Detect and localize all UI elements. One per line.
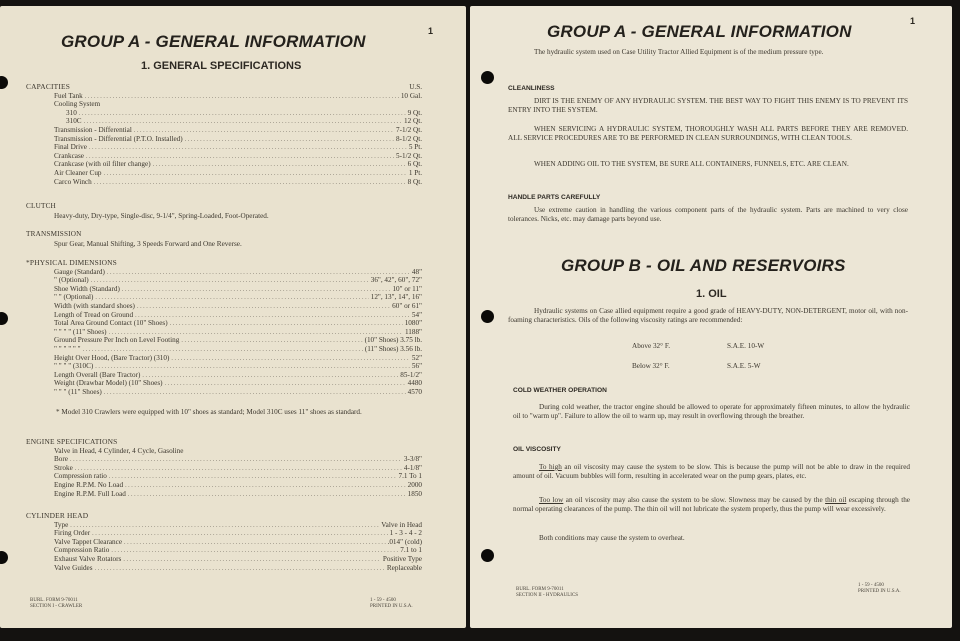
intro-text: The hydraulic system used on Case Utility Tractor Allied Equipment is of the medium pressure type. <box>534 48 824 56</box>
spec-row: Valve Tappet Clearance ..... .014" (cold) <box>26 538 422 547</box>
viscosity-rating: S.A.E. 10-W <box>727 342 765 350</box>
cold-weather-text: During cold weather, the tractor engine should be allowed to operate for approximately fifteen minutes, to allow the hydraulic oil to "warm up". Failure to allow the oil to warm up, may result in overflowing through the breather. <box>513 403 910 421</box>
viscosity-high-para: To high an oil viscosity may cause the system to be slow. This is because the pump will not be able to draw in the required amount of oil. Vacuum bubbles will form, resulting in accelerated wear on the pump gears, plates, etc. <box>513 463 910 481</box>
page-number: 1 <box>910 16 916 26</box>
spec-row: " " (Optional) ..... 12", 13", 14", 16" <box>26 293 422 302</box>
viscosity-low-para: Too low an oil viscosity may also cause the system to be slow. Slowness may be caused by the thin oil escaping through the normal operating clearances of the pump. The thin oil will not lubricate the system properly, thus the pump will wear excessively. <box>513 496 910 514</box>
spec-row: Ground Pressure Per Inch on Level Footing ..... (10" Shoes) 3.75 lb. <box>26 336 422 345</box>
transmission-heading: TRANSMISSION <box>26 230 82 238</box>
footer-right: 1 - 59 - 4500 PRINTED IN U.S.A. <box>858 583 901 594</box>
spec-row: 310 ..... 9 Qt. <box>26 109 422 118</box>
spec-row: Stroke ..... 4-1/8" <box>26 464 422 473</box>
spec-row: Crankcase ..... 5-1/2 Qt. <box>26 152 422 161</box>
spec-row: Length of Tread on Ground ..... 54" <box>26 311 422 320</box>
spec-row: Valve Guides ..... Replaceable <box>26 564 422 573</box>
footer-right: 1 - 59 - 4500 PRINTED IN U.S.A. <box>370 598 413 609</box>
spec-row: Fuel Tank ..... 10 Gal. <box>26 92 422 101</box>
right-page <box>470 6 952 628</box>
viscosity-temp: Below 32° F. <box>632 362 670 370</box>
underlined-lead: Too low <box>539 496 564 504</box>
both-conditions-text: Both conditions may cause the system to overheat. <box>539 534 685 542</box>
engine-section <box>26 438 422 498</box>
binder-hole <box>481 71 494 84</box>
spec-row: " (Optional) ..... 36", 42", 60", 72" <box>26 276 422 285</box>
footer-left: BURL. FORM 9-70011 SECTION I - CRAWLER <box>30 598 83 609</box>
spec-row: 310C ..... 12 Qt. <box>26 117 422 126</box>
oil-viscosity-heading: OIL VISCOSITY <box>513 446 561 453</box>
binder-hole <box>0 312 8 325</box>
section-title: 1. GENERAL SPECIFICATIONS <box>141 60 302 72</box>
spec-row: Compression Ratio ..... 7.1 to 1 <box>26 546 422 555</box>
spec-row: Air Cleaner Cup ..... 1 Pt. <box>26 169 422 178</box>
spec-row: Engine R.P.M. Full Load ..... 1850 <box>26 490 422 499</box>
cleanliness-heading: CLEANLINESS <box>508 85 555 92</box>
capacities-header-row <box>26 83 422 92</box>
spec-row: Cooling System <box>54 100 101 109</box>
transmission-text: Spur Gear, Manual Shifting, 3 Speeds Forward and One Reverse. <box>54 240 242 248</box>
spec-row: Total Area Ground Contact (10" Shoes) ..... 1080" <box>26 319 422 328</box>
spec-row: Height Over Hood, (Bare Tractor) (310) ..... 52" <box>26 354 422 363</box>
spec-row: " " " " " " ..... (11" Shoes) 3.56 lb. <box>26 345 422 354</box>
cold-weather-heading: COLD WEATHER OPERATION <box>513 387 607 394</box>
unit-header: U.S. <box>409 83 422 91</box>
clutch-heading: CLUTCH <box>26 202 56 210</box>
capacities-heading: CAPACITIES <box>26 82 71 91</box>
group-title: GROUP A - GENERAL INFORMATION <box>61 32 366 51</box>
physical-footnote: * Model 310 Crawlers were equipped with 10" shoes as standard; Model 310C uses 11" shoes as standard. <box>56 408 362 416</box>
spec-row: Transmission - Differential (P.T.O. Installed) ..... 8-1/2 Qt. <box>26 135 422 144</box>
cylinder-head-section <box>26 512 422 572</box>
spec-row: Carco Winch ..... 8 Qt. <box>26 178 422 187</box>
spec-row: " " " (11" Shoes) ..... 4570 <box>26 388 422 397</box>
clutch-text: Heavy-duty, Dry-type, Single-disc, 9-1/4", Spring-Loaded, Foot-Operated. <box>54 212 269 220</box>
spec-row: Compression ratio ..... 7.1 To 1 <box>26 472 422 481</box>
footer-left: BURL. FORM 9-70011 SECTION II - HYDRAULICS <box>516 587 579 598</box>
spec-row: Firing Order ..... 1 - 3 - 4 - 2 <box>26 529 422 538</box>
spec-row: Length Overall (Bare Tractor) ..... 85-1/2" <box>26 371 422 380</box>
spec-row: Bore ..... 3-3/8" <box>26 455 422 464</box>
binder-hole <box>0 551 8 564</box>
oil-title: 1. OIL <box>696 288 727 300</box>
spec-row: Final Drive ..... 5 Pt. <box>26 143 422 152</box>
spec-row: " " " " (11" Shoes) ..... 1188" <box>26 328 422 337</box>
spec-row: Crankcase (with oil filter change) ..... 6 Qt. <box>26 160 422 169</box>
physical-dimensions-section <box>26 259 422 397</box>
cleanliness-para: WHEN SERVICING A HYDRAULIC SYSTEM, THOROUGHLY WASH ALL PARTS BEFORE THEY ARE REMOVED. ALL SERVICE PROCEDURES ARE TO BE PERFORMED IN CLEAN SURROUNDINGS, WITH CLEAN TOOLS. <box>508 125 908 143</box>
binder-hole <box>481 549 494 562</box>
underlined-lead: To high <box>539 463 562 471</box>
viscosity-rating: S.A.E. 5-W <box>727 362 761 370</box>
spec-row: Type ..... Valve in Head <box>26 521 422 530</box>
capacities-section <box>26 83 422 186</box>
group-b-title: GROUP B - OIL AND RESERVOIRS <box>561 256 846 275</box>
binder-hole <box>0 76 8 89</box>
page-number: 1 <box>428 26 434 36</box>
spec-row: Exhaust Valve Rotators ..... Positive Type <box>26 555 422 564</box>
left-page <box>0 6 466 628</box>
cylinder-head-heading: CYLINDER HEAD <box>26 511 89 520</box>
spec-row: Width (with standard shoes) ..... 60" or 61" <box>26 302 422 311</box>
spec-row: Transmission - Differential ..... 7-1/2 Qt. <box>26 126 422 135</box>
cleanliness-para: DIRT IS THE ENEMY OF ANY HYDRAULIC SYSTEM. THE BEST WAY TO FIGHT THIS ENEMY IS TO PREVENT ITS ENTRY INTO THE SYSTEM. <box>508 97 908 115</box>
spec-row: Engine R.P.M. No Load ..... 2000 <box>26 481 422 490</box>
cleanliness-para: WHEN ADDING OIL TO THE SYSTEM, BE SURE ALL CONTAINERS, FUNNELS, ETC. ARE CLEAN. <box>534 160 849 168</box>
physical-heading: *PHYSICAL DIMENSIONS <box>26 258 117 267</box>
handle-heading: HANDLE PARTS CAREFULLY <box>508 194 601 201</box>
handle-text: Use extreme caution in handling the various component parts of the hydraulic system. Parts are machined to very close tolerances. Nicks, etc. may damage parts beyond use. <box>508 206 908 224</box>
viscosity-temp: Above 32° F. <box>632 342 671 350</box>
engine-subtext: Valve in Head, 4 Cylinder, 4 Cycle, Gasoline <box>54 446 184 455</box>
binder-hole <box>481 310 494 323</box>
spec-row: " " " " (310C) ..... 56" <box>26 362 422 371</box>
spec-row: Shoe Width (Standard) ..... 10" or 11" <box>26 285 422 294</box>
group-a-title: GROUP A - GENERAL INFORMATION <box>547 22 852 41</box>
underlined-term: thin oil <box>825 496 847 504</box>
spec-row: Gauge (Standard) ..... 48" <box>26 268 422 277</box>
engine-heading: ENGINE SPECIFICATIONS <box>26 437 118 446</box>
spec-row: Weight (Drawbar Model) (10" Shoes) ..... 4480 <box>26 379 422 388</box>
oil-text: Hydraulic systems on Case allied equipment require a good grade of HEAVY-DUTY, NON-DETERGENT, motor oil, with non-foaming characteristics. Oils of the following viscosity ratings are recommended: <box>508 307 908 325</box>
